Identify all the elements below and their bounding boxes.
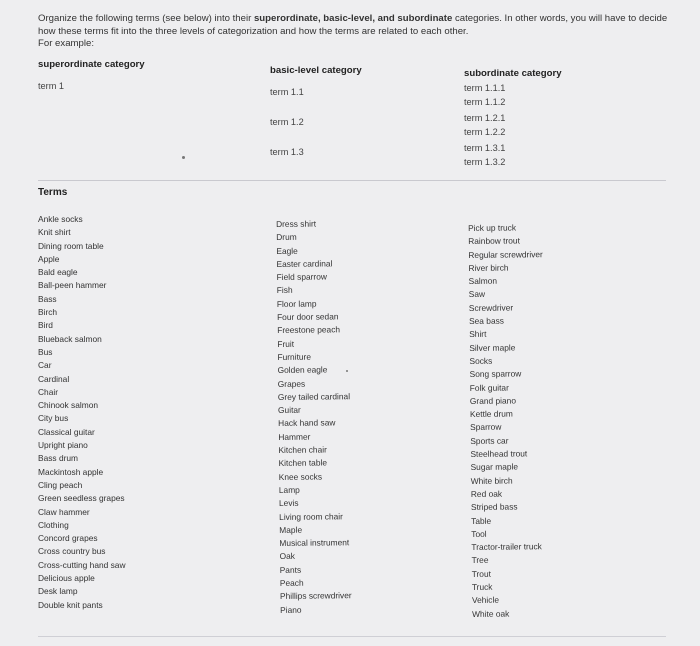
term-item: Delicious apple xyxy=(38,573,95,584)
example-subordinate-term-1: term 1.1.1 xyxy=(464,83,506,93)
term-item: Double knit pants xyxy=(38,599,103,610)
term-item: Cross-cutting hand saw xyxy=(38,559,126,570)
section-divider xyxy=(38,180,666,181)
term-item: Blueback salmon xyxy=(38,333,102,344)
term-item: Piano xyxy=(280,604,302,615)
terms-column-2 xyxy=(276,217,352,617)
term-item: Shirt xyxy=(469,329,487,340)
instructions-text xyxy=(38,12,678,38)
example-basic-term-3: term 1.3 xyxy=(270,147,304,157)
bottom-divider xyxy=(38,636,666,637)
term-item: Tractor-trailer truck xyxy=(471,541,542,553)
term-item: Regular screwdriver xyxy=(468,248,543,260)
term-item: Oak xyxy=(279,551,295,562)
term-item: Concord grapes xyxy=(38,533,98,544)
term-item: Table xyxy=(471,515,492,526)
term-item: Claw hammer xyxy=(38,506,90,517)
term-item: Green seedless grapes xyxy=(38,493,125,504)
term-item: Tool xyxy=(471,528,487,539)
term-item: Pants xyxy=(279,564,302,575)
term-item: Kitchen chair xyxy=(278,444,327,456)
example-subordinate-term-2: term 1.1.2 xyxy=(464,97,506,107)
term-item: Cling peach xyxy=(38,479,83,490)
term-item: Knee socks xyxy=(278,471,323,482)
header-basic-level: basic-level category xyxy=(270,65,362,76)
term-item: Drum xyxy=(276,232,297,243)
term-item: Sports car xyxy=(470,435,509,446)
term-item: White oak xyxy=(472,608,510,619)
term-item: Tree xyxy=(471,555,489,566)
term-item: Freestone peach xyxy=(277,324,341,336)
term-item: Maple xyxy=(279,524,303,535)
term-item: Sea bass xyxy=(468,315,505,327)
term-item: Four door sedan xyxy=(276,311,339,323)
term-item: White birch xyxy=(470,475,513,486)
term-item: Living room chair xyxy=(279,510,343,522)
term-item: Rainbow trout xyxy=(468,235,520,247)
term-item: Bass drum xyxy=(38,453,79,464)
term-item: Trout xyxy=(471,568,491,579)
term-item: Sparrow xyxy=(470,422,502,433)
example-subordinate-term-5: term 1.3.1 xyxy=(464,143,506,153)
term-item: Truck xyxy=(471,581,493,592)
term-item: Folk guitar xyxy=(469,382,509,393)
term-item: Car xyxy=(38,360,52,371)
term-item: Upright piano xyxy=(38,440,88,451)
term-item: Kitchen table xyxy=(278,457,328,469)
term-item: Musical instrument xyxy=(279,537,350,549)
term-item: Kettle drum xyxy=(469,408,513,420)
term-item: Dining room table xyxy=(38,240,104,251)
term-item: Guitar xyxy=(277,404,301,416)
example-label: For example: xyxy=(38,38,94,49)
term-item: Red oak xyxy=(470,488,503,499)
example-superordinate-term: term 1 xyxy=(38,81,65,91)
term-item: Easter cardinal xyxy=(276,258,333,269)
example-subordinate-term-4: term 1.2.2 xyxy=(464,127,506,137)
term-item: Apple xyxy=(38,253,60,264)
term-item: Grey tailed cardinal xyxy=(277,391,351,402)
term-item: Lamp xyxy=(278,484,300,495)
term-item: Chair xyxy=(38,386,59,397)
term-item: Grapes xyxy=(277,378,306,389)
terms-column-3 xyxy=(468,221,547,621)
term-item: City bus xyxy=(38,413,69,424)
term-item: Chinook salmon xyxy=(38,400,99,411)
term-item: Peach xyxy=(279,577,304,588)
term-item: Bird xyxy=(38,320,53,331)
term-item: Mackintosh apple xyxy=(38,466,104,477)
instructions-part2: categories. In other words, you will have to decide how these terms fit into the three levels of categorization and how the terms are related to each other. xyxy=(38,13,668,37)
term-item: Golden eagle xyxy=(277,364,328,376)
term-item: Vehicle xyxy=(471,595,500,606)
term-item: Silver maple xyxy=(469,342,516,353)
example-basic-term-2: term 1.2 xyxy=(270,117,304,127)
instructions-bold: superordinate, basic-level, and subordinate xyxy=(253,13,453,24)
term-item: River birch xyxy=(468,262,509,273)
term-item: Ankle socks xyxy=(38,214,83,224)
header-superordinate: superordinate category xyxy=(38,59,145,70)
term-item: Furniture xyxy=(277,351,312,362)
example-basic-term-1: term 1.1 xyxy=(270,87,304,97)
term-item: Knit shirt xyxy=(38,227,71,238)
term-item: Steelhead trout xyxy=(470,448,528,460)
term-item: Hack hand saw xyxy=(278,417,336,429)
term-item: Bass xyxy=(38,293,57,304)
term-item: Classical guitar xyxy=(38,426,95,437)
term-item: Bald eagle xyxy=(38,267,78,278)
terms-column-1 xyxy=(38,213,126,612)
term-item: Birch xyxy=(38,307,58,318)
header-subordinate: subordinate category xyxy=(464,68,562,79)
term-item: Striped bass xyxy=(470,501,518,513)
term-item: Ball-peen hammer xyxy=(38,280,107,291)
term-item: Pick up truck xyxy=(468,222,517,233)
term-item: Saw xyxy=(468,289,486,300)
term-item: Song sparrow xyxy=(469,368,522,380)
stray-mark xyxy=(182,156,185,159)
term-item: Phillips screwdriver xyxy=(279,590,352,602)
term-item: Dress shirt xyxy=(276,218,317,229)
term-item: Fish xyxy=(276,285,293,296)
example-subordinate-term-6: term 1.3.2 xyxy=(464,157,506,167)
term-item: Bus xyxy=(38,346,53,357)
term-item: Eagle xyxy=(276,245,298,256)
term-item: Screwdriver xyxy=(468,302,514,313)
term-item: Fruit xyxy=(277,338,295,349)
term-item: Desk lamp xyxy=(38,586,78,597)
term-item: Hammer xyxy=(278,431,311,442)
stray-mark-2 xyxy=(346,370,348,372)
term-item: Socks xyxy=(469,355,493,366)
term-item: Field sparrow xyxy=(276,271,327,283)
term-item: Floor lamp xyxy=(276,298,317,309)
term-item: Salmon xyxy=(468,275,498,287)
term-item: Grand piano xyxy=(469,395,517,406)
term-item: Sugar maple xyxy=(470,461,519,473)
term-item: Cardinal xyxy=(38,373,70,384)
example-subordinate-term-3: term 1.2.1 xyxy=(464,113,506,123)
term-item: Levis xyxy=(278,498,299,509)
term-item: Cross country bus xyxy=(38,546,106,557)
terms-heading: Terms xyxy=(38,187,68,198)
term-item: Clothing xyxy=(38,519,69,530)
instructions-part1: Organize the following terms (see below) into their xyxy=(38,13,254,24)
